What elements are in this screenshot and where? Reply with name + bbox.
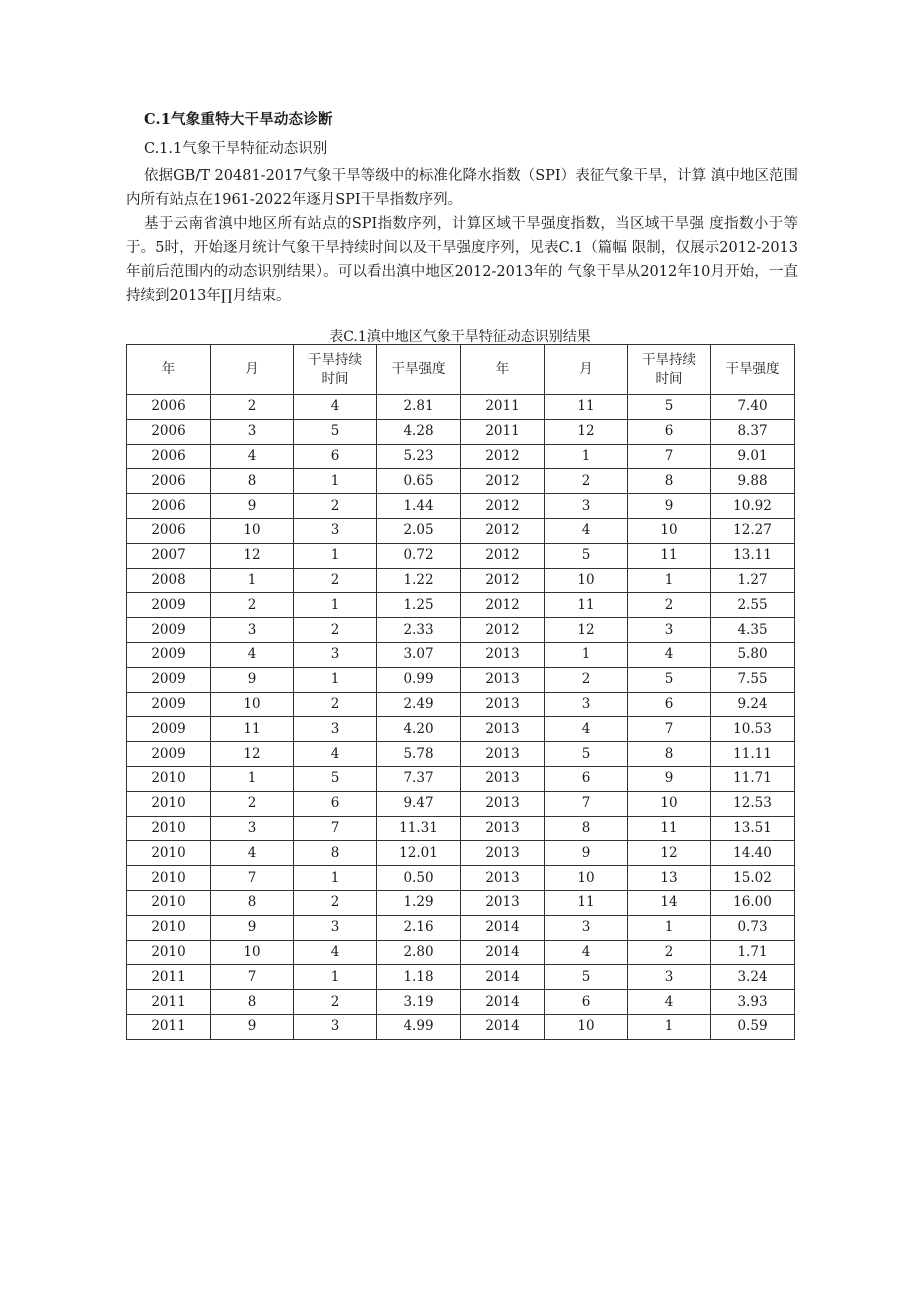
cell-intensity: 4.20 (377, 717, 461, 742)
cell-intensity: 5.23 (377, 444, 461, 469)
cell-year-2: 2012 (461, 518, 545, 543)
cell-intensity: 2.80 (377, 940, 461, 965)
table-row (127, 890, 795, 915)
cell-month: 8 (211, 469, 294, 494)
cell-year-2: 2014 (461, 965, 545, 990)
cell-year-2: 2012 (461, 469, 545, 494)
cell-duration-2: 11 (628, 543, 711, 568)
header-intensity: 干旱强度 (377, 345, 461, 395)
table-row (127, 692, 795, 717)
cell-intensity: 4.99 (377, 1014, 461, 1039)
cell-intensity: 2.16 (377, 915, 461, 940)
table-row (127, 444, 795, 469)
cell-year: 2006 (127, 395, 211, 420)
cell-month: 4 (211, 444, 294, 469)
cell-intensity: 0.99 (377, 667, 461, 692)
cell-duration: 5 (294, 766, 377, 791)
cell-duration-2: 10 (628, 791, 711, 816)
cell-duration-2: 9 (628, 766, 711, 791)
cell-intensity-2: 7.55 (711, 667, 795, 692)
cell-intensity: 2.05 (377, 518, 461, 543)
cell-year: 2006 (127, 419, 211, 444)
table-row (127, 866, 795, 891)
cell-month-2: 10 (545, 568, 628, 593)
cell-month-2: 5 (545, 742, 628, 767)
cell-duration-2: 6 (628, 419, 711, 444)
cell-intensity: 0.72 (377, 543, 461, 568)
cell-month-2: 7 (545, 791, 628, 816)
cell-month-2: 8 (545, 816, 628, 841)
table-row (127, 742, 795, 767)
cell-year: 2009 (127, 642, 211, 667)
cell-year: 2009 (127, 667, 211, 692)
table-row (127, 940, 795, 965)
header-month-2: 月 (545, 345, 628, 395)
cell-month: 3 (211, 816, 294, 841)
cell-intensity-2: 8.37 (711, 419, 795, 444)
cell-intensity-2: 11.71 (711, 766, 795, 791)
cell-intensity: 2.49 (377, 692, 461, 717)
cell-intensity-2: 2.55 (711, 593, 795, 618)
cell-intensity-2: 1.27 (711, 568, 795, 593)
cell-year: 2010 (127, 890, 211, 915)
cell-month: 2 (211, 791, 294, 816)
table-row (127, 543, 795, 568)
cell-year-2: 2013 (461, 692, 545, 717)
cell-year-2: 2011 (461, 395, 545, 420)
header-duration-line2: 时间 (321, 370, 349, 387)
cell-intensity: 1.22 (377, 568, 461, 593)
table-row (127, 568, 795, 593)
header-year-2: 年 (461, 345, 545, 395)
header-duration-2-line1: 干旱持续 (642, 351, 696, 368)
cell-duration-2: 4 (628, 990, 711, 1015)
header-duration (294, 345, 377, 395)
cell-intensity: 9.47 (377, 791, 461, 816)
cell-intensity-2: 16.00 (711, 890, 795, 915)
cell-duration-2: 8 (628, 742, 711, 767)
cell-year-2: 2014 (461, 940, 545, 965)
cell-duration: 3 (294, 642, 377, 667)
cell-duration: 2 (294, 890, 377, 915)
cell-month: 9 (211, 915, 294, 940)
cell-duration: 1 (294, 593, 377, 618)
cell-year: 2010 (127, 816, 211, 841)
cell-duration-2: 7 (628, 444, 711, 469)
cell-intensity-2: 9.88 (711, 469, 795, 494)
cell-month-2: 12 (545, 419, 628, 444)
table-row (127, 816, 795, 841)
cell-month: 9 (211, 1014, 294, 1039)
cell-intensity-2: 3.24 (711, 965, 795, 990)
cell-duration-2: 3 (628, 965, 711, 990)
cell-duration: 4 (294, 395, 377, 420)
cell-intensity: 4.28 (377, 419, 461, 444)
cell-duration-2: 2 (628, 593, 711, 618)
cell-month: 11 (211, 717, 294, 742)
cell-year: 2011 (127, 990, 211, 1015)
cell-intensity-2: 15.02 (711, 866, 795, 891)
cell-year: 2011 (127, 965, 211, 990)
header-month: 月 (211, 345, 294, 395)
cell-intensity: 12.01 (377, 841, 461, 866)
cell-intensity: 1.18 (377, 965, 461, 990)
cell-month: 4 (211, 642, 294, 667)
cell-intensity-2: 5.80 (711, 642, 795, 667)
cell-year: 2010 (127, 766, 211, 791)
cell-duration: 3 (294, 1014, 377, 1039)
cell-duration: 4 (294, 940, 377, 965)
cell-duration: 3 (294, 915, 377, 940)
cell-month-2: 6 (545, 990, 628, 1015)
cell-duration: 2 (294, 618, 377, 643)
cell-year: 2010 (127, 940, 211, 965)
cell-duration-2: 4 (628, 642, 711, 667)
cell-year-2: 2012 (461, 444, 545, 469)
cell-year-2: 2013 (461, 791, 545, 816)
table-row (127, 667, 795, 692)
cell-duration-2: 8 (628, 469, 711, 494)
cell-intensity-2: 7.40 (711, 395, 795, 420)
cell-month-2: 1 (545, 444, 628, 469)
cell-duration: 1 (294, 965, 377, 990)
cell-intensity: 3.19 (377, 990, 461, 1015)
cell-year-2: 2013 (461, 642, 545, 667)
cell-month-2: 12 (545, 618, 628, 643)
cell-duration: 2 (294, 494, 377, 519)
cell-intensity: 2.81 (377, 395, 461, 420)
cell-duration-2: 1 (628, 1014, 711, 1039)
cell-intensity-2: 9.24 (711, 692, 795, 717)
cell-intensity: 0.50 (377, 866, 461, 891)
paragraph-1: 依据GB/T 20481-2017气象干旱等级中的标准化降水指数（SPI）表征气象干旱，计算 滇中地区范围内所有站点在1961-2022年逐月SPI干旱指数序列。 (126, 168, 798, 208)
cell-duration: 1 (294, 543, 377, 568)
cell-duration-2: 9 (628, 494, 711, 519)
cell-month-2: 9 (545, 841, 628, 866)
cell-year-2: 2012 (461, 543, 545, 568)
cell-year: 2010 (127, 791, 211, 816)
cell-year-2: 2013 (461, 841, 545, 866)
paragraph-2: 基于云南省滇中地区所有站点的SPI指数序列，计算区域干旱强度指数，当区域干旱强 度指数小于等于。5时，开始逐月统计气象干旱持续时间以及干旱强度序列，见表C.1（篇幅 限制，仅展示2012-2013年前后范围内的动态识别结果）。可以看出滇中地区2012-2013年的 气象干旱从2012年10月开始，一直持续到2013年∏月结束。 (126, 216, 798, 304)
cell-duration: 5 (294, 419, 377, 444)
cell-duration: 3 (294, 717, 377, 742)
cell-year-2: 2014 (461, 990, 545, 1015)
table-row (127, 841, 795, 866)
header-year: 年 (127, 345, 211, 395)
cell-year-2: 2013 (461, 816, 545, 841)
cell-intensity: 5.78 (377, 742, 461, 767)
cell-year-2: 2012 (461, 568, 545, 593)
cell-year-2: 2012 (461, 593, 545, 618)
cell-duration-2: 7 (628, 717, 711, 742)
cell-month: 12 (211, 742, 294, 767)
header-intensity-2: 干旱强度 (711, 345, 795, 395)
cell-month: 3 (211, 618, 294, 643)
cell-year: 2006 (127, 444, 211, 469)
table-row (127, 915, 795, 940)
cell-duration: 1 (294, 667, 377, 692)
cell-month: 4 (211, 841, 294, 866)
cell-year: 2006 (127, 469, 211, 494)
cell-month-2: 11 (545, 890, 628, 915)
cell-intensity-2: 0.59 (711, 1014, 795, 1039)
table-row (127, 717, 795, 742)
subsection-heading: C.1.1气象干旱特征动态识别 (144, 141, 328, 157)
cell-month-2: 3 (545, 915, 628, 940)
cell-duration: 8 (294, 841, 377, 866)
cell-year-2: 2013 (461, 866, 545, 891)
cell-year-2: 2013 (461, 742, 545, 767)
cell-month: 3 (211, 419, 294, 444)
cell-month-2: 11 (545, 395, 628, 420)
cell-intensity-2: 12.53 (711, 791, 795, 816)
header-duration-line1: 干旱持续 (308, 351, 362, 368)
cell-month: 12 (211, 543, 294, 568)
cell-intensity-2: 0.73 (711, 915, 795, 940)
cell-year-2: 2014 (461, 1014, 545, 1039)
cell-duration: 1 (294, 866, 377, 891)
cell-month-2: 10 (545, 1014, 628, 1039)
cell-year: 2009 (127, 717, 211, 742)
table-body (127, 395, 795, 1040)
cell-duration-2: 14 (628, 890, 711, 915)
cell-year: 2008 (127, 568, 211, 593)
cell-year: 2011 (127, 1014, 211, 1039)
cell-intensity: 1.25 (377, 593, 461, 618)
table-row (127, 766, 795, 791)
cell-duration-2: 1 (628, 568, 711, 593)
section-heading: C.1气象重特大干旱动态诊断 (144, 111, 333, 128)
cell-intensity-2: 4.35 (711, 618, 795, 643)
table-row (127, 618, 795, 643)
cell-duration: 6 (294, 791, 377, 816)
cell-month: 10 (211, 940, 294, 965)
cell-month: 9 (211, 667, 294, 692)
header-duration-2-line2: 时间 (655, 370, 683, 387)
table-row (127, 791, 795, 816)
cell-intensity: 11.31 (377, 816, 461, 841)
table-row (127, 1014, 795, 1039)
cell-year: 2009 (127, 692, 211, 717)
cell-duration-2: 5 (628, 395, 711, 420)
cell-duration-2: 1 (628, 915, 711, 940)
cell-duration-2: 3 (628, 618, 711, 643)
cell-year-2: 2013 (461, 717, 545, 742)
cell-month-2: 4 (545, 518, 628, 543)
cell-year: 2006 (127, 518, 211, 543)
table-row (127, 469, 795, 494)
cell-duration: 3 (294, 518, 377, 543)
table-row (127, 990, 795, 1015)
cell-month-2: 1 (545, 642, 628, 667)
cell-month: 10 (211, 692, 294, 717)
cell-duration-2: 2 (628, 940, 711, 965)
cell-duration: 2 (294, 990, 377, 1015)
cell-month-2: 4 (545, 940, 628, 965)
cell-intensity-2: 10.53 (711, 717, 795, 742)
table-row (127, 518, 795, 543)
cell-duration: 7 (294, 816, 377, 841)
cell-intensity-2: 13.11 (711, 543, 795, 568)
cell-intensity-2: 14.40 (711, 841, 795, 866)
cell-intensity: 2.33 (377, 618, 461, 643)
cell-year: 2009 (127, 742, 211, 767)
cell-duration: 1 (294, 469, 377, 494)
cell-year: 2007 (127, 543, 211, 568)
cell-duration-2: 6 (628, 692, 711, 717)
cell-intensity-2: 3.93 (711, 990, 795, 1015)
cell-intensity: 7.37 (377, 766, 461, 791)
cell-month-2: 5 (545, 965, 628, 990)
table-row (127, 419, 795, 444)
cell-month: 7 (211, 965, 294, 990)
table-row (127, 494, 795, 519)
cell-year: 2006 (127, 494, 211, 519)
cell-intensity-2: 9.01 (711, 444, 795, 469)
table-header-row (127, 345, 795, 395)
cell-intensity: 1.44 (377, 494, 461, 519)
cell-intensity: 3.07 (377, 642, 461, 667)
cell-duration-2: 13 (628, 866, 711, 891)
table-row (127, 642, 795, 667)
cell-duration: 2 (294, 692, 377, 717)
cell-month: 2 (211, 395, 294, 420)
cell-month: 9 (211, 494, 294, 519)
cell-month-2: 2 (545, 469, 628, 494)
cell-intensity-2: 1.71 (711, 940, 795, 965)
cell-month: 2 (211, 593, 294, 618)
cell-month: 1 (211, 766, 294, 791)
cell-month: 1 (211, 568, 294, 593)
cell-year-2: 2014 (461, 915, 545, 940)
cell-intensity-2: 12.27 (711, 518, 795, 543)
cell-intensity: 0.65 (377, 469, 461, 494)
cell-duration-2: 11 (628, 816, 711, 841)
cell-year-2: 2013 (461, 667, 545, 692)
cell-month: 7 (211, 866, 294, 891)
cell-intensity-2: 10.92 (711, 494, 795, 519)
cell-year-2: 2012 (461, 494, 545, 519)
cell-month-2: 3 (545, 692, 628, 717)
table-row (127, 965, 795, 990)
drought-table (126, 344, 795, 1040)
cell-month-2: 10 (545, 866, 628, 891)
cell-year-2: 2013 (461, 890, 545, 915)
cell-intensity-2: 13.51 (711, 816, 795, 841)
cell-year-2: 2011 (461, 419, 545, 444)
cell-month-2: 3 (545, 494, 628, 519)
cell-year: 2010 (127, 866, 211, 891)
cell-duration-2: 10 (628, 518, 711, 543)
cell-year: 2010 (127, 915, 211, 940)
cell-duration-2: 5 (628, 667, 711, 692)
cell-month-2: 6 (545, 766, 628, 791)
cell-month: 8 (211, 890, 294, 915)
cell-duration: 6 (294, 444, 377, 469)
cell-intensity: 1.29 (377, 890, 461, 915)
table-row (127, 593, 795, 618)
cell-intensity-2: 11.11 (711, 742, 795, 767)
cell-month-2: 2 (545, 667, 628, 692)
cell-month-2: 11 (545, 593, 628, 618)
cell-year: 2010 (127, 841, 211, 866)
cell-year-2: 2012 (461, 618, 545, 643)
cell-year: 2009 (127, 618, 211, 643)
cell-duration: 2 (294, 568, 377, 593)
cell-year: 2009 (127, 593, 211, 618)
table-caption: 表C.1滇中地区气象干旱特征动态识别结果 (329, 329, 591, 345)
cell-month-2: 4 (545, 717, 628, 742)
cell-month: 10 (211, 518, 294, 543)
cell-month: 8 (211, 990, 294, 1015)
cell-duration-2: 12 (628, 841, 711, 866)
cell-year-2: 2013 (461, 766, 545, 791)
cell-duration: 4 (294, 742, 377, 767)
header-duration-2 (628, 345, 711, 395)
table-row (127, 395, 795, 420)
cell-month-2: 5 (545, 543, 628, 568)
